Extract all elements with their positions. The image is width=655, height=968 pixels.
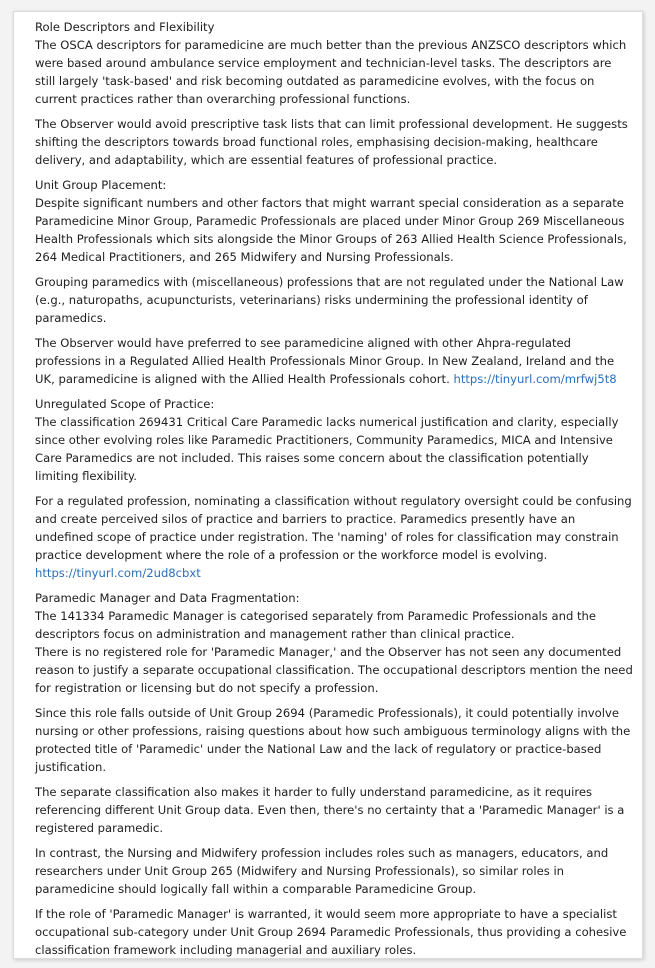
paragraph: In contrast, the Nursing and Midwifery profession includes roles such as managers, educators, and researchers under Unit Group 265 (Midwifery and Nursing Professionals), so similar roles in paramedicine should logically fall within a comparable Paramedicine Group.	[35, 846, 609, 896]
document-body	[35, 18, 635, 966]
section-unregulated-scope	[35, 395, 635, 485]
tinyurl-link-1[interactable]: https://tinyurl.com/mrfwj5t8	[453, 372, 617, 386]
paragraph: If the role of 'Paramedic Manager' is warranted, it would seem more appropriate to have a specialist occupational sub-category under Unit Group 2694 Paramedic Professionals, thus providing a cohesive classification framework including managerial and auxiliary roles.	[35, 907, 627, 957]
paragraph: The 141334 Paramedic Manager is categorised separately from Paramedic Professionals and the descriptors focus on administration and management rather than clinical practice.	[35, 609, 597, 641]
paragraph-text: For a regulated profession, nominating a classification without regulatory oversight could be confusing and create perceived silos of practice and barriers to practice. Paramedics presently have an undefined scope of practice under registration. The 'naming' of roles for classification may constrain practice development where the role of a profession or the workforce model is evolving.	[35, 494, 632, 562]
paragraph: The separate classification also makes it harder to fully understand paramedicine, as it requires referencing different Unit Group data. Even then, there's no certainty that a 'Paramedic Manager' is a registered paramedic.	[35, 785, 625, 835]
section-role-descriptors	[35, 18, 635, 108]
paragraph: The classification 269431 Critical Care Paramedic lacks numerical justification and clarity, especially since other evolving roles like Paramedic Practitioners, Community Paramedics, MICA and Intensive Care Paramedics are not included. This raises some concern about the classification potentially limiting flexibility.	[35, 415, 619, 483]
heading-unregulated-scope: Unregulated Scope of Practice:	[35, 397, 215, 411]
paragraph: The Observer would avoid prescriptive task lists that can limit professional development. He suggests shifting the descriptors towards broad functional roles, emphasising decision-making, healthcare delivery, and adaptability, which are essential features of professional practice.	[35, 117, 628, 167]
paragraph: Despite significant numbers and other factors that might warrant special consideration as a separate Paramedicine Minor Group, Paramedic Professionals are placed under Minor Group 269 Miscellaneous Health Professionals which sits alongside the Minor Groups of 263 Allied Health Science Professionals, 264 Medical Practitioners, and 265 Midwifery and Nursing Professionals.	[35, 196, 627, 264]
paragraph: Since this role falls outside of Unit Group 2694 (Paramedic Professionals), it could potentially involve nursing or other professions, raising questions about how such ambiguous terminology aligns with the protected title of 'Paramedic' under the National Law and the lack of regulatory or practice-based justification.	[35, 706, 631, 774]
paragraph: The OSCA descriptors for paramedicine are much better than the previous ANZSCO descriptors which were based around ambulance service employment and technician-level tasks. The descriptors are still largely 'task-based' and risk becoming outdated as paramedicine evolves, with the focus on current practices rather than overarching professional functions.	[35, 38, 627, 106]
paragraph	[35, 492, 635, 582]
heading-unit-group-placement: Unit Group Placement:	[35, 178, 167, 192]
heading-paramedic-manager: Paramedic Manager and Data Fragmentation:	[35, 591, 300, 605]
paragraph: There is no registered role for 'Paramedic Manager,' and the Observer has not seen any documented reason to justify a separate occupational classification. The occupational descriptors mention the need for registration or licensing but do not specify a profession.	[35, 645, 633, 695]
section-paramedic-manager	[35, 589, 635, 697]
paragraph: Grouping paramedics with (miscellaneous) professions that are not regulated under the National Law (e.g., naturopaths, acupuncturists, veterinarians) risks undermining the professional identity of paramedics.	[35, 275, 624, 325]
section-unit-group-placement	[35, 176, 635, 266]
document-panel	[13, 11, 643, 959]
heading-role-descriptors: Role Descriptors and Flexibility	[35, 20, 215, 34]
paragraph	[35, 334, 635, 388]
paragraph-text: The Observer would have preferred to see paramedicine aligned with other Ahpra-regulated professions in a Regulated Allied Health Professionals Minor Group. In New Zealand, Ireland and the UK, paramedicine is aligned with the Allied Health Professionals cohort.	[35, 336, 615, 386]
tinyurl-link-2[interactable]: https://tinyurl.com/2ud8cbxt	[35, 566, 201, 580]
